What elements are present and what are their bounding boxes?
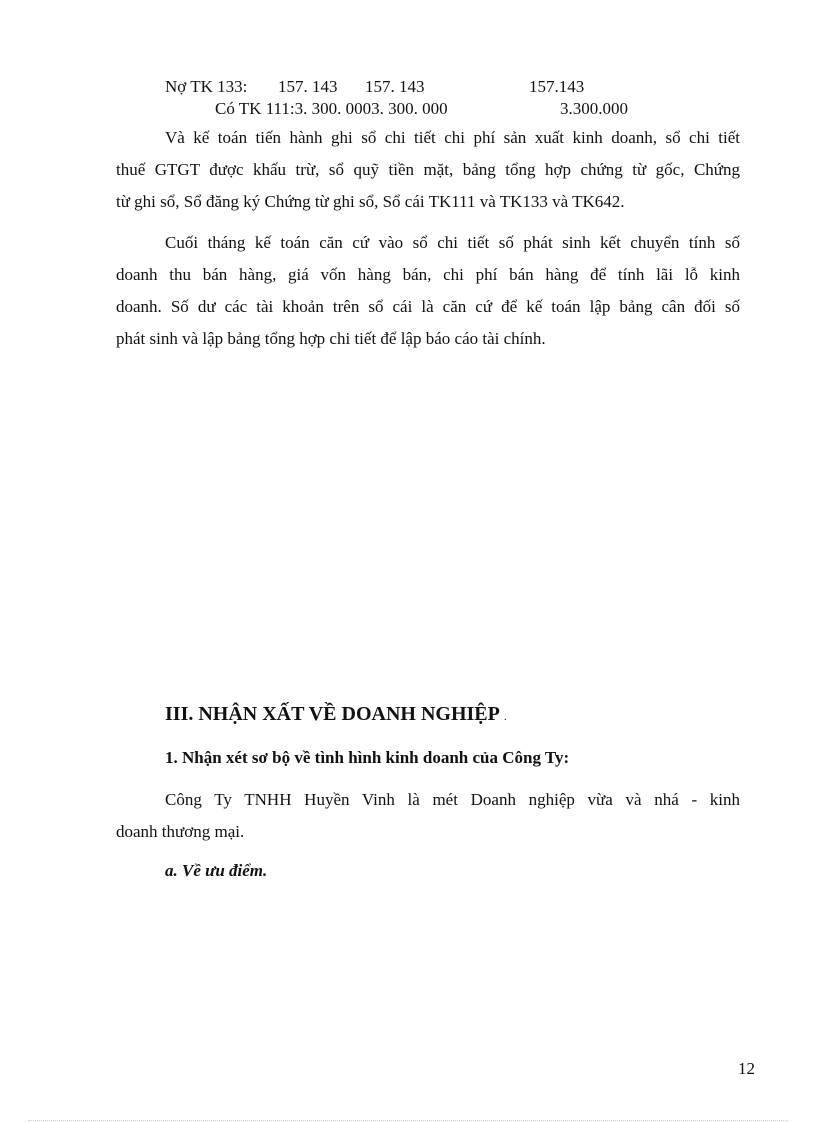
credit-value-1: 3. 300. 000 [294,99,372,118]
page-bottom-divider [28,1120,788,1121]
debit-entry [165,77,585,97]
section-para-line-1: Công Ty TNHH Huyền Vinh là mét Doanh nghiệp vừa và nhá - kinh [165,790,740,809]
credit-label: Có TK 111: [215,99,295,118]
debit-value-2: 157. 143 [365,77,425,96]
section-para-line-2: doanh thương mại. [116,822,245,841]
credit-entry [215,99,628,119]
subheading: 1. Nhận xét sơ bộ về tình hình kinh doanh của Công Ty: [165,748,570,767]
section-heading-dot: . [503,709,507,723]
para1-line-1: Và kế toán tiến hành ghi sổ chi tiết chi phí sản xuất kinh doanh, sổ chi tiết [165,128,740,147]
debit-value-1: 157. 143 [278,77,338,96]
debit-value-3: 157.143 [529,77,585,96]
debit-label: Nợ TK 133: [165,77,248,96]
para2-line-4: phát sinh và lập bảng tổng hợp chi tiết để lập báo cáo tài chính. [116,329,546,348]
credit-value-2: 3. 300. 000 [371,99,448,118]
advantages-heading: a. Về ưu điểm. [165,861,268,880]
section-heading-text: III. NHẬN XẤT VỀ DOANH NGHIỆP [165,703,500,725]
para1-line-3: từ ghi sổ, Sổ đăng ký Chứng từ ghi sổ, Sổ cái TK111 và TK133 và TK642. [116,192,625,211]
page-number: 12 [738,1059,755,1078]
credit-value-3: 3.300.000 [560,99,628,118]
section-heading [165,703,507,726]
para2-line-2: doanh thu bán hàng, giá vốn hàng bán, chi phí bán hàng để tính lãi lỗ kinh [116,265,740,284]
para2-line-1: Cuối tháng kế toán căn cứ vào sổ chi tiết số phát sinh kết chuyển tính số [165,233,740,252]
para2-line-3: doanh. Số dư các tài khoản trên sổ cái là căn cứ để kế toán lập bảng cân đối số [116,297,740,316]
para1-line-2: thuế GTGT được khấu trừ, sổ quỹ tiền mặt, bảng tổng hợp chứng từ gốc, Chứng [116,160,740,179]
